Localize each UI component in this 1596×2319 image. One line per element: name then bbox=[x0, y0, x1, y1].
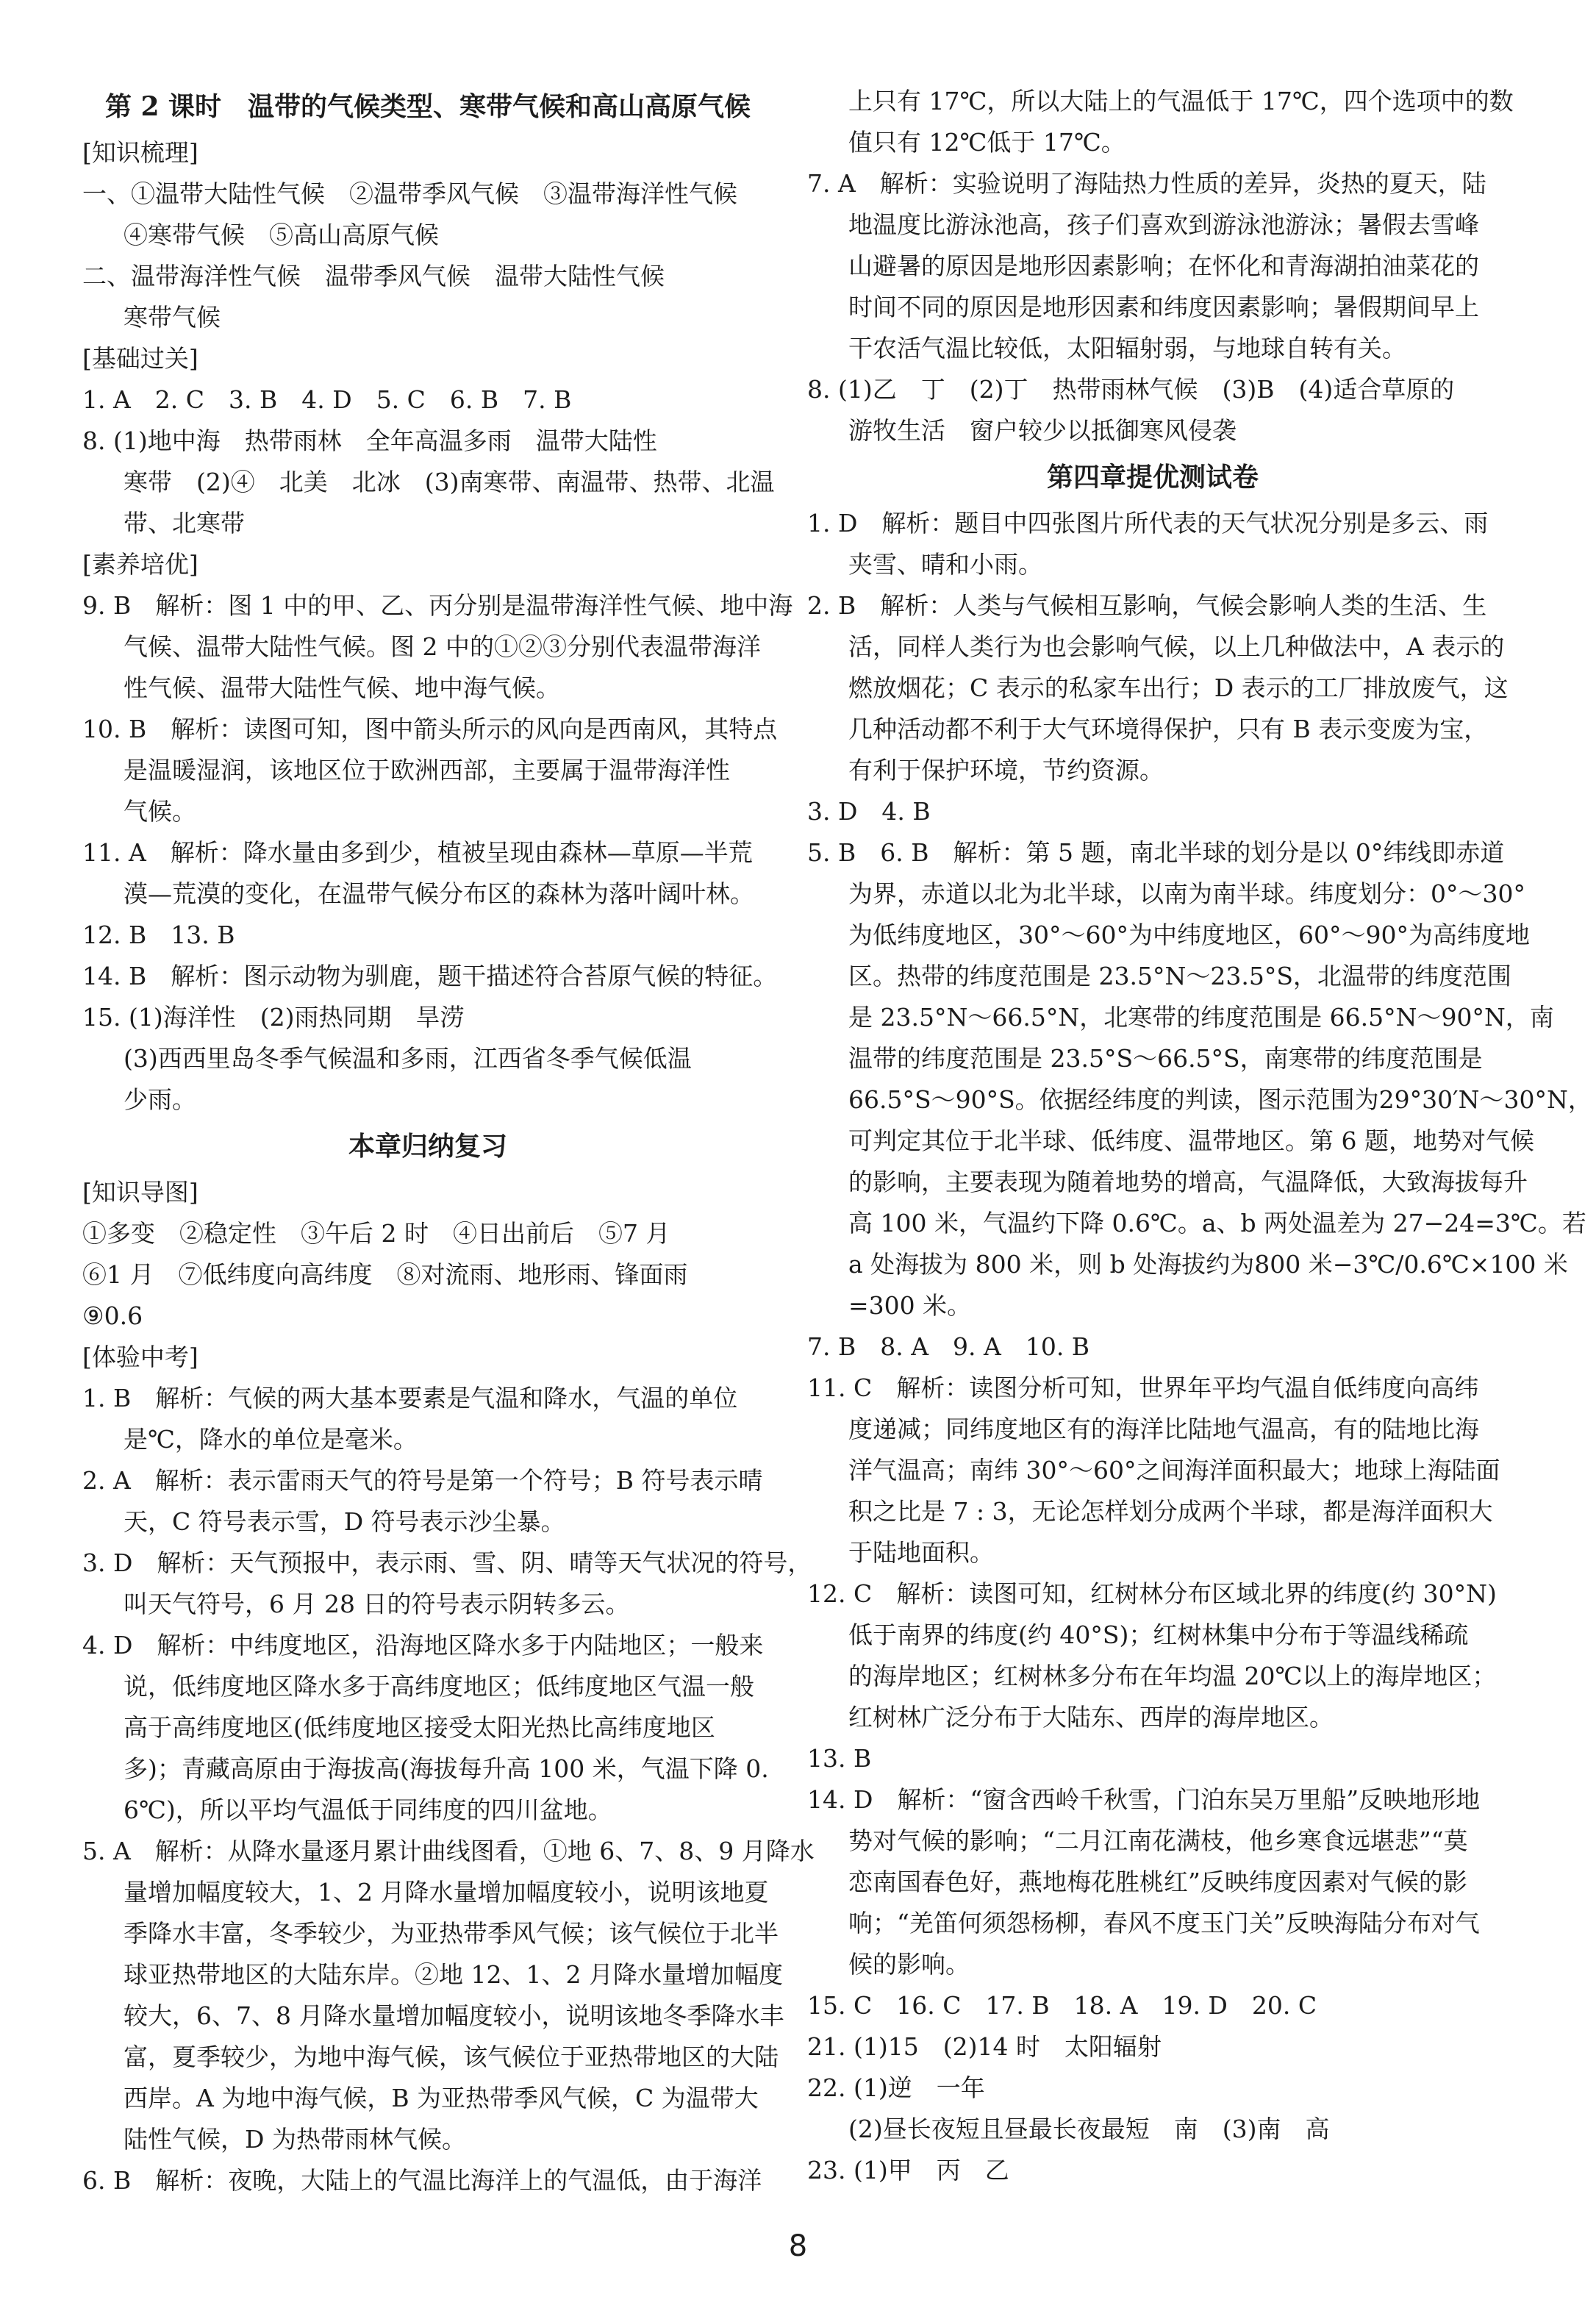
text-line: 于陆地面积。 bbox=[848, 1538, 994, 1567]
text-line: 为低纬度地区，30°～60°为中纬度地区，60°～90°为高纬度地 bbox=[848, 921, 1530, 949]
text-line: 寒带 (2)④ 北美 北冰 (3)南寒带、南温带、热带、北温 bbox=[124, 468, 775, 496]
text-line: 几种活动都不利于大气环境得保护，只有 B 表示变废为宝， bbox=[848, 715, 1489, 743]
text-line: 9. B 解析：图 1 中的甲、乙、丙分别是温带海洋性气候、地中海 bbox=[82, 591, 793, 620]
text-line: ⑨0.6 bbox=[82, 1301, 143, 1330]
text-line: 6. B 解析：夜晚，大陆上的气温比海洋上的气温低，由于海洋 bbox=[82, 2166, 762, 2195]
text-line: 12. C 解析：读图可知，红树林分布区域北界的纬度(约 30°N) bbox=[807, 1579, 1497, 1608]
text-line: 势对气候的影响；“二月江南花满枝，他乡寒食远堪悲”“莫 bbox=[848, 1826, 1468, 1855]
section-heading: [素养培优] bbox=[82, 550, 198, 579]
text-line: 度递减；同纬度地区有的海洋比陆地气温高，有的陆地比海 bbox=[848, 1415, 1479, 1443]
text-line: 低于南界的纬度(约 40°S)；红树林集中分布于等温线稀疏 bbox=[848, 1621, 1469, 1649]
text-line: (2)昼长夜短且昼最长夜最短 南 (3)南 高 bbox=[848, 2115, 1330, 2143]
text-line: 10. B 解析：读图可知，图中箭头所示的风向是西南风，其特点 bbox=[82, 715, 778, 743]
text-line: 天，C 符号表示雪，D 符号表示沙尘暴。 bbox=[124, 1507, 565, 1536]
text-line: 1. D 解析：题目中四张图片所代表的天气状况分别是多云、雨 bbox=[807, 509, 1489, 537]
text-line: 寒带气候 bbox=[124, 303, 221, 332]
text-line: ①多变 ②稳定性 ③午后 2 时 ④日出前后 ⑤7 月 bbox=[82, 1219, 670, 1248]
text-line: 21. (1)15 (2)14 时 太阳辐射 bbox=[807, 2032, 1162, 2061]
text-line: ⑥1 月 ⑦低纬度向高纬度 ⑧对流雨、地形雨、锋面雨 bbox=[82, 1260, 688, 1289]
text-line: 叫天气符号，6 月 28 日的符号表示阴转多云。 bbox=[124, 1590, 630, 1618]
text-line: 是温暖湿润，该地区位于欧洲西部，主要属于温带海洋性 bbox=[124, 756, 730, 785]
text-line: 燃放烟花；C 表示的私家车出行；D 表示的工厂排放废气，这 bbox=[848, 673, 1509, 702]
text-line: a 处海拔为 800 米，则 b 处海拔约为800 米−3℃/0.6℃×100 米 bbox=[848, 1250, 1568, 1279]
text-line: 13. B bbox=[807, 1744, 872, 1773]
text-line: 1. A 2. C 3. B 4. D 5. C 6. B 7. B bbox=[82, 385, 572, 414]
section-heading: [体验中考] bbox=[82, 1343, 198, 1371]
text-line: 恋南国春色好，燕地梅花胜桃红”反映纬度因素对气候的影 bbox=[848, 1868, 1467, 1896]
section-heading: [基础过关] bbox=[82, 344, 198, 373]
text-line: 多)；青藏高原由于海拔高(海拔每升高 100 米，气温下降 0. bbox=[124, 1754, 769, 1783]
text-line: 15. C 16. C 17. B 18. A 19. D 20. C bbox=[807, 1991, 1317, 2020]
text-line: 有利于保护环境，节约资源。 bbox=[848, 756, 1164, 785]
text-line: 高 100 米，气温约下降 0.6℃。a、b 两处温差为 27−24=3℃。若 bbox=[848, 1209, 1586, 1237]
text-line: 球亚热带地区的大陆东岸。②地 12、1、2 月降水量增加幅度 bbox=[124, 1960, 783, 1989]
text-line: 时间不同的原因是地形因素和纬度因素影响；暑假期间早上 bbox=[848, 293, 1479, 321]
text-line: 的海岸地区；红树林多分布在年均温 20℃以上的海岸地区； bbox=[848, 1662, 1497, 1690]
text-line: 11. A 解析：降水量由多到少，植被呈现由森林—草原—半荒 bbox=[82, 838, 753, 867]
text-line: 可判定其位于北半球、低纬度、温带地区。第 6 题，地势对气候 bbox=[848, 1126, 1534, 1155]
text-line: 12. B 13. B bbox=[82, 921, 235, 949]
text-line: 上只有 17℃，所以大陆上的气温低于 17℃，四个选项中的数 bbox=[848, 87, 1514, 115]
text-line: 二、温带海洋性气候 温带季风气候 温带大陆性气候 bbox=[82, 262, 665, 290]
text-line: 响；“羌笛何须怨杨柳，春风不度玉门关”反映海陆分布对气 bbox=[848, 1909, 1480, 1937]
text-line: 值只有 12℃低于 17℃。 bbox=[848, 128, 1126, 157]
text-line: 积之比是 7 : 3，无论怎样划分成两个半球，都是海洋面积大 bbox=[848, 1497, 1493, 1526]
text-line: 温带的纬度范围是 23.5°S～66.5°S，南寒带的纬度范围是 bbox=[848, 1044, 1483, 1073]
text-line: (3)西西里岛冬季气候温和多雨，江西省冬季气候低温 bbox=[124, 1044, 692, 1073]
text-line: 3. D 4. B bbox=[807, 797, 931, 826]
text-line: 22. (1)逆 一年 bbox=[807, 2073, 985, 2102]
left-column bbox=[82, 81, 815, 2201]
text-line: 气候。 bbox=[124, 797, 196, 826]
text-line: 2. B 解析：人类与气候相互影响，气候会影响人类的生活、生 bbox=[807, 591, 1487, 620]
text-line: 少雨。 bbox=[124, 1085, 196, 1114]
text-line: 5. A 解析：从降水量逐月累计曲线图看，①地 6、7、8、9 月降水 bbox=[82, 1837, 815, 1865]
text-line: 66.5°S～90°S。依据经纬度的判读，图示范围为29°30′N～30°N， bbox=[848, 1085, 1592, 1114]
text-line: 较大，6、7、8 月降水量增加幅度较小，说明该地冬季降水丰 bbox=[124, 2001, 784, 2030]
text-line: 3. D 解析：天气预报中，表示雨、雪、阴、晴等天气状况的符号， bbox=[82, 1548, 812, 1577]
text-line: 15. (1)海洋性 (2)雨热同期 旱涝 bbox=[82, 1003, 465, 1032]
text-line: 说，低纬度地区降水多于高纬度地区；低纬度地区气温一般 bbox=[124, 1672, 754, 1701]
text-line: 8. (1)地中海 热带雨林 全年高温多雨 温带大陆性 bbox=[82, 426, 657, 455]
text-line: 是 23.5°N～66.5°N，北寒带的纬度范围是 66.5°N～90°N，南 bbox=[848, 1003, 1554, 1032]
text-line: 4. D 解析：中纬度地区，沿海地区降水多于内陆地区；一般来 bbox=[82, 1631, 764, 1659]
text-line: 7. A 解析：实验说明了海陆热力性质的差异，炎热的夏天，陆 bbox=[807, 169, 1486, 198]
text-line: 的影响，主要表现为随着地势的增高，气温降低，大致海拔每升 bbox=[848, 1168, 1528, 1196]
text-line: 夹雪、晴和小雨。 bbox=[848, 550, 1042, 579]
text-line: 洋气温高；南纬 30°～60°之间海洋面积最大；地球上海陆面 bbox=[848, 1456, 1500, 1484]
section-title: 第 2 课时 温带的气候类型、寒带气候和高山高原气候 bbox=[104, 91, 751, 122]
text-line: 7. B 8. A 9. A 10. B bbox=[807, 1332, 1090, 1361]
text-line: 5. B 6. B 解析：第 5 题，南北半球的划分是以 0°纬线即赤道 bbox=[807, 838, 1505, 867]
text-line: 活，同样人类行为也会影响气候，以上几种做法中，A 表示的 bbox=[848, 632, 1505, 661]
text-line: =300 米。 bbox=[848, 1291, 972, 1320]
text-line: 山避暑的原因是地形因素影响；在怀化和青海湖拍油菜花的 bbox=[848, 251, 1479, 280]
text-line: 6℃)，所以平均气温低于同纬度的四川盆地。 bbox=[124, 1795, 612, 1824]
text-line: 1. B 解析：气候的两大基本要素是气温和降水，气温的单位 bbox=[82, 1384, 738, 1412]
text-line: 高于高纬度地区(低纬度地区接受太阳光热比高纬度地区 bbox=[124, 1713, 715, 1742]
page-number: 8 bbox=[788, 2229, 808, 2263]
text-line: 陆性气候，D 为热带雨林气候。 bbox=[124, 2125, 466, 2154]
section-title: 第四章提优测试卷 bbox=[1046, 462, 1259, 493]
text-line: 富，夏季较少，为地中海气候，该气候位于亚热带地区的大陆 bbox=[124, 2043, 779, 2071]
text-line: 漠—荒漠的变化，在温带气候分布区的森林为落叶阔叶林。 bbox=[124, 879, 754, 908]
text-line: 8. (1)乙 丁 (2)丁 热带雨林气候 (3)B (4)适合草原的 bbox=[807, 375, 1455, 404]
text-line: 是℃，降水的单位是毫米。 bbox=[124, 1425, 418, 1454]
section-title: 本章归纳复习 bbox=[348, 1131, 507, 1162]
text-line: 14. B 解析：图示动物为驯鹿，题干描述符合苔原气候的特征。 bbox=[82, 962, 778, 990]
text-line: 性气候、温带大陆性气候、地中海气候。 bbox=[124, 673, 560, 702]
text-line: 区。热带的纬度范围是 23.5°N～23.5°S，北温带的纬度范围 bbox=[848, 962, 1511, 990]
right-column bbox=[807, 81, 1592, 2191]
text-line: 23. (1)甲 丙 乙 bbox=[807, 2156, 1009, 2184]
section-heading: [知识导图] bbox=[82, 1178, 198, 1207]
text-line: 气候、温带大陆性气候。图 2 中的①②③分别代表温带海洋 bbox=[124, 632, 761, 661]
text-line: 西岸。A 为地中海气候，B 为亚热带季风气候，C 为温带大 bbox=[124, 2084, 759, 2112]
text-line: 为界，赤道以北为北半球，以南为南半球。纬度划分：0°～30° bbox=[848, 879, 1525, 908]
text-line: 带、北寒带 bbox=[124, 509, 245, 537]
text-line: 地温度比游泳池高，孩子们喜欢到游泳池游泳；暑假去雪峰 bbox=[848, 210, 1479, 239]
text-line: 候的影响。 bbox=[848, 1950, 970, 1979]
text-line: 量增加幅度较大，1、2 月降水量增加幅度较小，说明该地夏 bbox=[124, 1878, 769, 1907]
text-line: 11. C 解析：读图分析可知，世界年平均气温自低纬度向高纬 bbox=[807, 1373, 1479, 1402]
text-line: 2. A 解析：表示雷雨天气的符号是第一个符号；B 符号表示晴 bbox=[82, 1466, 763, 1495]
text-line: 游牧生活 窗户较少以抵御寒风侵袭 bbox=[848, 416, 1237, 445]
text-line: 季降水丰富，冬季较少，为亚热带季风气候；该气候位于北半 bbox=[124, 1919, 779, 1948]
text-line: ④寒带气候 ⑤高山高原气候 bbox=[124, 221, 439, 249]
text-line: 红树林广泛分布于大陆东、西岸的海岸地区。 bbox=[848, 1703, 1334, 1732]
text-line: 14. D 解析：“窗含西岭千秋雪，门泊东吴万里船”反映地形地 bbox=[807, 1785, 1481, 1814]
text-line: 干农活气温比较低，太阳辐射弱，与地球自转有关。 bbox=[848, 334, 1406, 362]
text-line: 一、①温带大陆性气候 ②温带季风气候 ③温带海洋性气候 bbox=[82, 179, 737, 208]
section-heading: [知识梳理] bbox=[82, 138, 198, 167]
